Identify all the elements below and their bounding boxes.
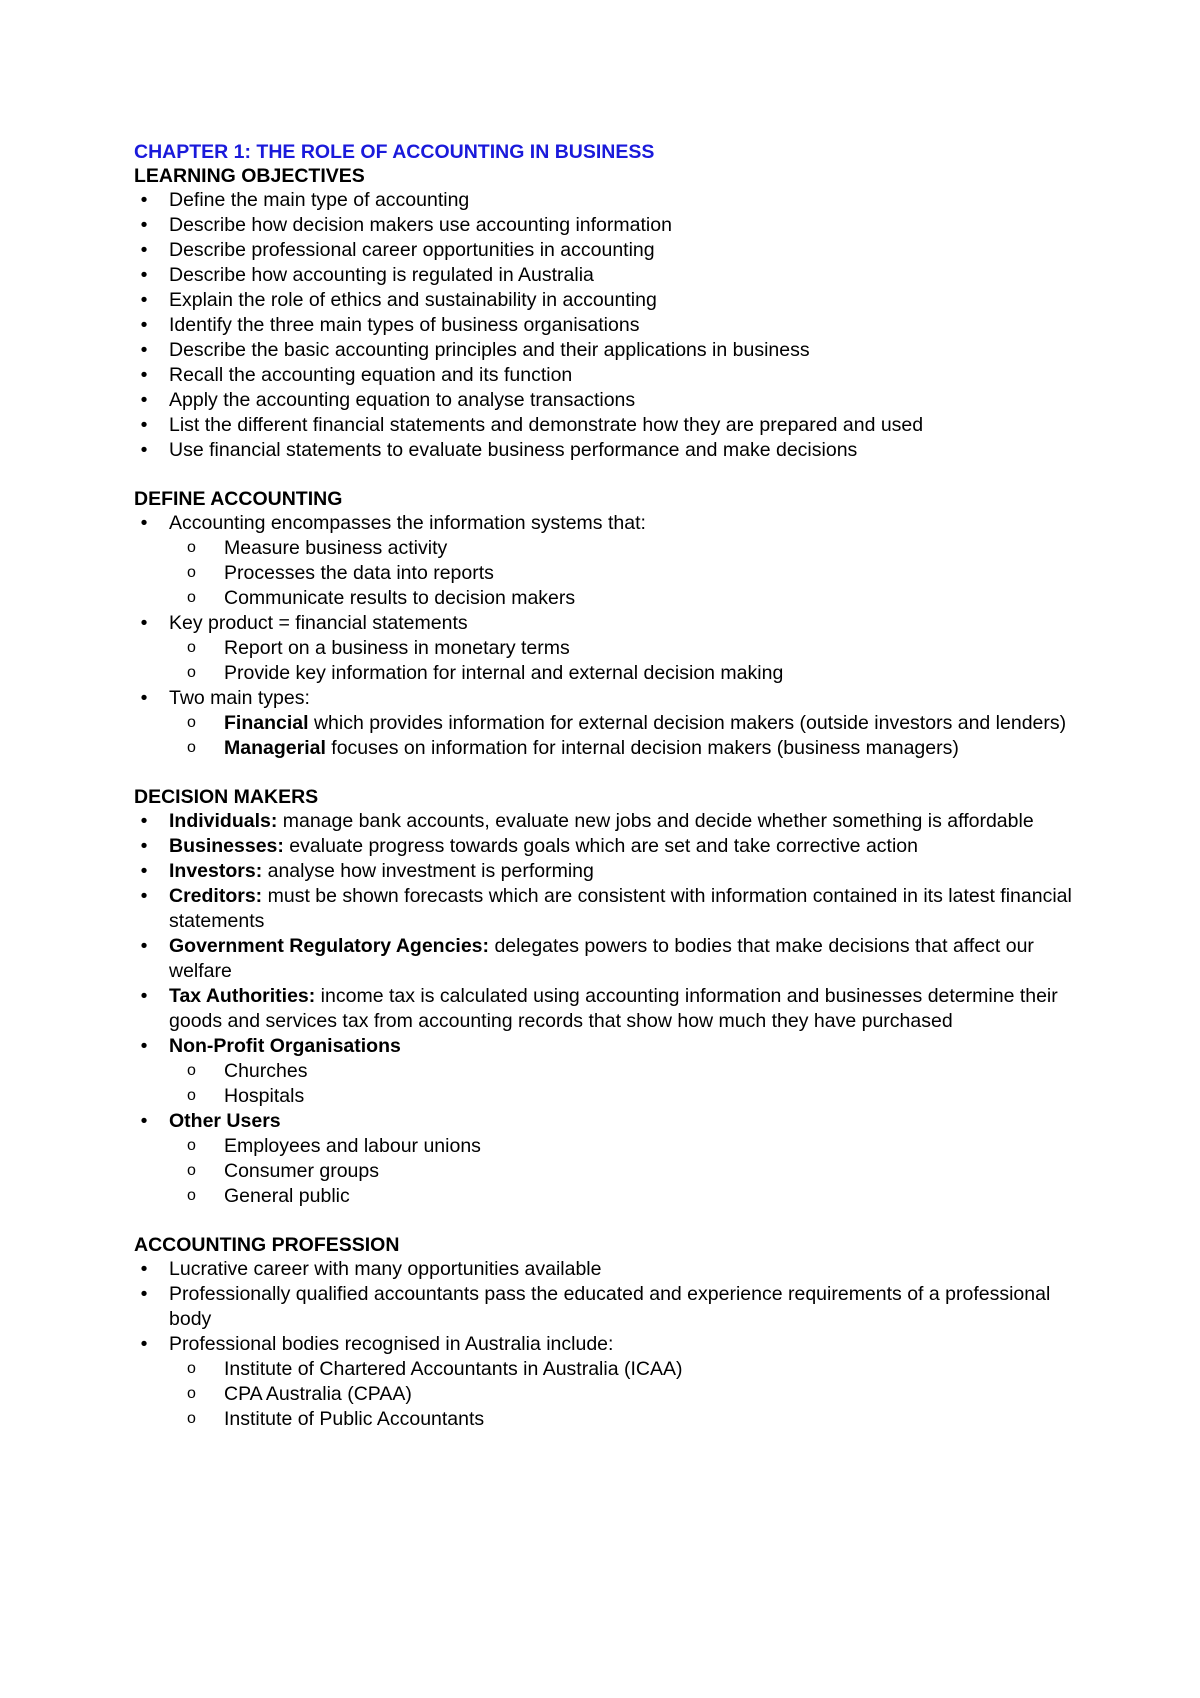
bullet-item <box>134 438 1094 463</box>
section-heading: DEFINE ACCOUNTING <box>134 488 343 510</box>
bold-term: Financial <box>224 712 309 734</box>
item-text: which provides information for external decision makers (outside investors and lenders) <box>308 712 1067 734</box>
sub-bullet-item <box>169 1134 1094 1159</box>
item-text: Provide key information for internal and external decision making <box>224 662 784 684</box>
item-text: Measure business activity <box>224 537 448 559</box>
item-text: Professionally qualified accountants pass the educated and experience requirements of a professional body <box>169 1283 1051 1330</box>
item-text: Consumer groups <box>224 1160 379 1182</box>
sub-bullet-item <box>169 1382 1094 1407</box>
section-spacer <box>134 1209 1094 1233</box>
item-text: Identify the three main types of business organisations <box>169 314 640 336</box>
bullet-item <box>134 188 1094 213</box>
bullet-item <box>134 1034 1094 1109</box>
item-text: Describe the basic accounting principles and their applications in business <box>169 339 810 361</box>
item-text: Lucrative career with many opportunities available <box>169 1258 602 1280</box>
item-text: Hospitals <box>224 1085 305 1107</box>
sub-bullet-item <box>169 736 1094 761</box>
bullet-item <box>134 363 1094 388</box>
chapter-title: CHAPTER 1: THE ROLE OF ACCOUNTING IN BUSINESS <box>134 141 655 163</box>
item-text: Institute of Chartered Accountants in Australia (ICAA) <box>224 1358 683 1380</box>
section-heading: DECISION MAKERS <box>134 786 319 808</box>
sub-bullet-item <box>169 1357 1094 1382</box>
bullet-list <box>134 1257 1094 1432</box>
sub-bullet-item <box>169 1159 1094 1184</box>
bold-term: Individuals: <box>169 810 278 832</box>
bold-term: Government Regulatory Agencies: <box>169 935 490 957</box>
item-text: Key product = financial statements <box>169 612 468 634</box>
item-text: Accounting encompasses the information systems that: <box>169 512 646 534</box>
bullet-item <box>134 313 1094 338</box>
sub-bullet-list <box>169 1357 1094 1432</box>
bullet-item <box>134 338 1094 363</box>
item-text: Report on a business in monetary terms <box>224 637 570 659</box>
item-text: Employees and labour unions <box>224 1135 481 1157</box>
item-text: delegates powers to bodies that make decisions that affect our welfare <box>169 935 1034 982</box>
item-text: evaluate progress towards goals which are set and take corrective action <box>283 835 918 857</box>
item-text: Recall the accounting equation and its function <box>169 364 573 386</box>
sections <box>134 164 1094 1432</box>
section-spacer <box>134 761 1094 785</box>
bullet-item <box>134 686 1094 761</box>
item-text: Describe how accounting is regulated in Australia <box>169 264 594 286</box>
bullet-item <box>134 1257 1094 1282</box>
sub-bullet-item <box>169 586 1094 611</box>
item-text: Describe professional career opportunities in accounting <box>169 239 655 261</box>
bold-term: Managerial <box>224 737 326 759</box>
bold-term: Investors: <box>169 860 263 882</box>
sub-bullet-list <box>169 636 1094 686</box>
sub-bullet-item <box>169 711 1094 736</box>
bold-term: Non-Profit Organisations <box>169 1035 401 1057</box>
item-text: focuses on information for internal decision makers (business managers) <box>325 737 959 759</box>
item-text: Institute of Public Accountants <box>224 1408 485 1430</box>
section-heading: LEARNING OBJECTIVES <box>134 165 365 187</box>
item-text: List the different financial statements and demonstrate how they are prepared and used <box>169 414 924 436</box>
bullet-item <box>134 388 1094 413</box>
bullet-item <box>134 809 1094 834</box>
bullet-item <box>134 1332 1094 1432</box>
bold-term: Businesses: <box>169 835 284 857</box>
item-text: manage bank accounts, evaluate new jobs and decide whether something is affordable <box>277 810 1034 832</box>
sub-bullet-item <box>169 536 1094 561</box>
item-text: Apply the accounting equation to analyse transactions <box>169 389 636 411</box>
document-page <box>134 140 1094 1432</box>
bullet-item <box>134 984 1094 1034</box>
item-text: Churches <box>224 1060 308 1082</box>
sub-bullet-list <box>169 711 1094 761</box>
section-heading: ACCOUNTING PROFESSION <box>134 1234 400 1256</box>
item-text: analyse how investment is performing <box>262 860 594 882</box>
bold-term: Tax Authorities: <box>169 985 316 1007</box>
sub-bullet-item <box>169 561 1094 586</box>
item-text: Explain the role of ethics and sustainability in accounting <box>169 289 657 311</box>
item-text: Two main types: <box>169 687 310 709</box>
sub-bullet-item <box>169 661 1094 686</box>
bullet-list <box>134 188 1094 463</box>
sub-bullet-item <box>169 1084 1094 1109</box>
bullet-item <box>134 511 1094 611</box>
item-text: CPA Australia (CPAA) <box>224 1383 412 1405</box>
bold-term: Other Users <box>169 1110 281 1132</box>
item-text: Communicate results to decision makers <box>224 587 576 609</box>
bullet-item <box>134 859 1094 884</box>
bullet-item <box>134 213 1094 238</box>
item-text: must be shown forecasts which are consistent with information contained in its latest financial statements <box>169 885 1072 932</box>
bullet-list <box>134 511 1094 761</box>
sub-bullet-item <box>169 636 1094 661</box>
bullet-item <box>134 834 1094 859</box>
bold-term: Creditors: <box>169 885 263 907</box>
item-text: income tax is calculated using accounting information and businesses determine their goods and services tax from accounting records that show how much they have purchased <box>169 985 1058 1032</box>
item-text: General public <box>224 1185 350 1207</box>
sub-bullet-list <box>169 1134 1094 1209</box>
bullet-item <box>134 884 1094 934</box>
item-text: Define the main type of accounting <box>169 189 470 211</box>
sub-bullet-list <box>169 536 1094 611</box>
bullet-item <box>134 288 1094 313</box>
bullet-item <box>134 934 1094 984</box>
bullet-item <box>134 263 1094 288</box>
section-spacer <box>134 463 1094 487</box>
bullet-item <box>134 1109 1094 1209</box>
sub-bullet-list <box>169 1059 1094 1109</box>
bullet-item <box>134 238 1094 263</box>
bullet-item <box>134 1282 1094 1332</box>
sub-bullet-item <box>169 1184 1094 1209</box>
bullet-item <box>134 611 1094 686</box>
item-text: Use financial statements to evaluate business performance and make decisions <box>169 439 858 461</box>
item-text: Describe how decision makers use accounting information <box>169 214 672 236</box>
item-text: Professional bodies recognised in Australia include: <box>169 1333 614 1355</box>
bullet-item <box>134 413 1094 438</box>
sub-bullet-item <box>169 1059 1094 1084</box>
item-text: Processes the data into reports <box>224 562 494 584</box>
sub-bullet-item <box>169 1407 1094 1432</box>
bullet-list <box>134 809 1094 1209</box>
